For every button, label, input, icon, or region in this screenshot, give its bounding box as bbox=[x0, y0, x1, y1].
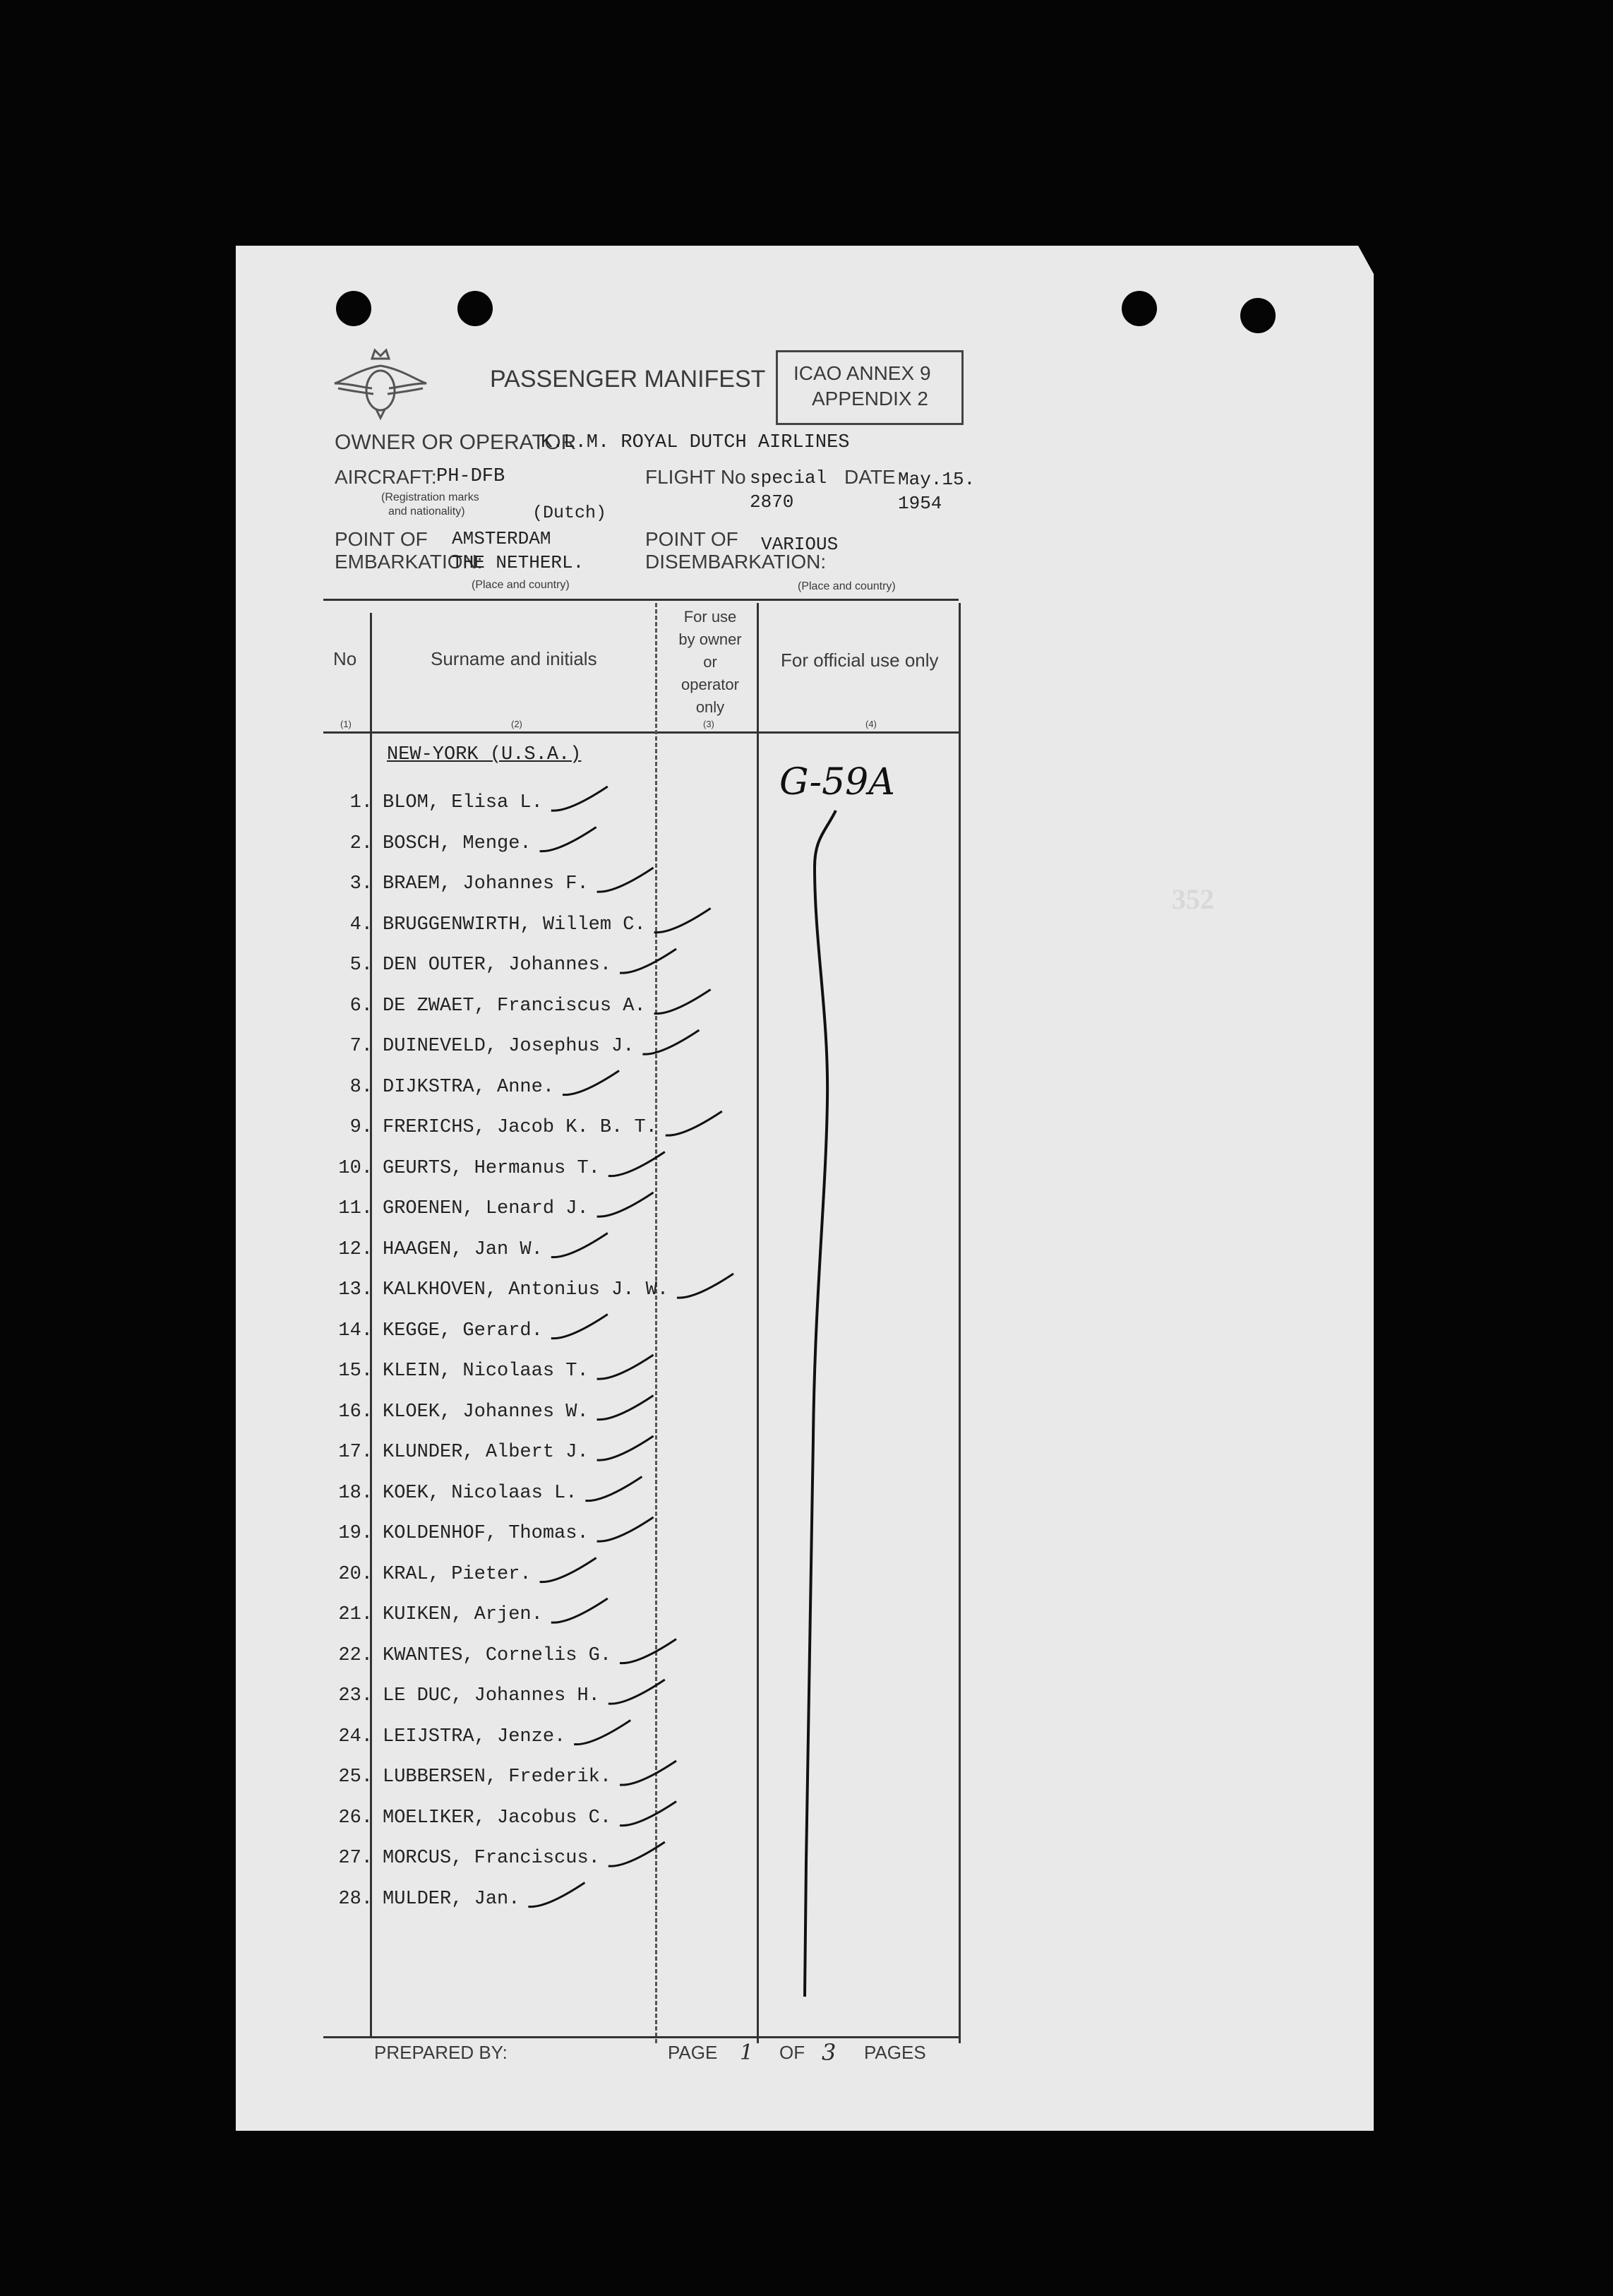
date-label: DATE bbox=[844, 466, 896, 488]
owner-label: OWNER OR OPERATOR bbox=[335, 431, 577, 454]
official-bracket-line bbox=[758, 803, 871, 2004]
passenger-name: GEURTS, Hermanus T. bbox=[383, 1157, 600, 1179]
disembarkation-label-2: DISEMBARKATION: bbox=[645, 551, 827, 573]
column-header-no: No bbox=[333, 648, 357, 669]
disembarkation-label-1: POINT OF bbox=[645, 528, 738, 550]
passenger-number: 17. bbox=[338, 1442, 373, 1463]
check-mark bbox=[666, 1111, 722, 1135]
embarkation-country: THE NETHERL. bbox=[452, 552, 584, 573]
check-mark bbox=[551, 1315, 608, 1339]
destination-heading: NEW-YORK (U.S.A.) bbox=[387, 744, 582, 765]
owner-use-line: operator bbox=[681, 676, 739, 693]
passenger-name: LEIJSTRA, Jenze. bbox=[383, 1726, 566, 1747]
owner-use-line: For use bbox=[683, 608, 737, 626]
passenger-number: 28. bbox=[338, 1888, 373, 1910]
passenger-number: 26. bbox=[338, 1807, 373, 1829]
passenger-number: 9. bbox=[349, 1117, 373, 1138]
check-mark bbox=[620, 949, 676, 973]
passenger-number: 18. bbox=[338, 1482, 373, 1504]
manifest-sheet bbox=[236, 246, 1374, 2131]
passenger-number: 1. bbox=[349, 792, 373, 813]
passenger-name: KEGGE, Gerard. bbox=[383, 1320, 543, 1341]
passenger-name: KLOEK, Johannes W. bbox=[383, 1401, 589, 1423]
flight-number: 2870 bbox=[750, 491, 794, 513]
passenger-number: 7. bbox=[349, 1036, 373, 1057]
punch-hole bbox=[1122, 291, 1157, 326]
disembarkation-note: (Place and country) bbox=[798, 580, 896, 592]
check-mark bbox=[597, 1436, 654, 1460]
check-mark bbox=[551, 787, 608, 811]
passenger-number: 4. bbox=[349, 914, 373, 935]
check-mark bbox=[677, 1274, 733, 1298]
check-mark bbox=[608, 1680, 665, 1704]
passenger-number: 27. bbox=[338, 1848, 373, 1869]
owner-value: K.L.M. ROYAL DUTCH AIRLINES bbox=[541, 432, 850, 453]
check-mark bbox=[608, 1152, 665, 1176]
check-mark bbox=[597, 1192, 654, 1216]
passenger-number: 24. bbox=[338, 1726, 373, 1747]
passenger-number: 2. bbox=[349, 832, 373, 854]
passenger-name: MULDER, Jan. bbox=[383, 1888, 520, 1910]
icao-line-1: ICAO ANNEX 9 bbox=[793, 362, 931, 384]
column-index: (4) bbox=[865, 719, 877, 729]
flight-value: special bbox=[750, 467, 827, 489]
prepared-by-label: PREPARED BY: bbox=[374, 2042, 508, 2063]
aircraft-label: AIRCRAFT: bbox=[335, 466, 437, 488]
passenger-name: DEN OUTER, Johannes. bbox=[383, 955, 612, 976]
check-mark bbox=[551, 1233, 608, 1257]
check-mark bbox=[620, 1802, 676, 1826]
passenger-name: FRERICHS, Jacob K. B. T. bbox=[383, 1117, 657, 1138]
passenger-number: 25. bbox=[338, 1766, 373, 1788]
passenger-number: 22. bbox=[338, 1644, 373, 1666]
passenger-number: 23. bbox=[338, 1685, 373, 1706]
passenger-name: DE ZWAET, Franciscus A. bbox=[383, 995, 646, 1017]
registration-note: (Registration marks bbox=[381, 491, 479, 503]
passenger-name: KOEK, Nicolaas L. bbox=[383, 1482, 577, 1504]
passenger-number: 19. bbox=[338, 1523, 373, 1544]
check-mark bbox=[642, 1030, 699, 1054]
passenger-name: DIJKSTRA, Anne. bbox=[383, 1076, 555, 1098]
passenger-number: 8. bbox=[349, 1076, 373, 1098]
passenger-name: HAAGEN, Jan W. bbox=[383, 1238, 543, 1260]
punch-hole bbox=[1240, 298, 1276, 333]
passenger-name: BLOM, Elisa L. bbox=[383, 792, 543, 813]
passenger-number: 3. bbox=[349, 873, 373, 895]
passenger-name: GROENEN, Lenard J. bbox=[383, 1198, 589, 1219]
check-mark bbox=[620, 1761, 676, 1785]
disembarkation-value: VARIOUS bbox=[761, 534, 839, 555]
passenger-number: 15. bbox=[338, 1361, 373, 1382]
total-pages: 3 bbox=[822, 2039, 837, 2066]
embarkation-label-2: EMBARKATION: bbox=[335, 551, 483, 573]
manifest-title: PASSENGER MANIFEST bbox=[490, 366, 766, 393]
check-mark bbox=[597, 1396, 654, 1420]
check-mark bbox=[574, 1721, 630, 1745]
passenger-name: KUIKEN, Arjen. bbox=[383, 1604, 543, 1625]
passenger-number: 16. bbox=[338, 1401, 373, 1423]
check-mark bbox=[654, 909, 711, 933]
check-mark bbox=[551, 1598, 608, 1622]
passenger-number: 21. bbox=[338, 1604, 373, 1625]
passenger-number: 12. bbox=[338, 1238, 373, 1260]
passenger-name: MOELIKER, Jacobus C. bbox=[383, 1807, 612, 1829]
footer-rule bbox=[323, 2036, 959, 2038]
official-note: G-59A bbox=[779, 761, 895, 803]
passenger-name: MORCUS, Franciscus. bbox=[383, 1848, 600, 1869]
check-mark bbox=[585, 1477, 642, 1501]
column-index: (3) bbox=[703, 719, 714, 729]
pages-label: PAGES bbox=[864, 2042, 926, 2063]
passenger-name: BRUGGENWIRTH, Willem C. bbox=[383, 914, 646, 935]
date-year: 1954 bbox=[898, 493, 942, 514]
passenger-name: KRAL, Pieter. bbox=[383, 1563, 532, 1585]
passenger-name: KALKHOVEN, Antonius J. W. bbox=[383, 1279, 669, 1301]
aircraft-value: PH-DFB bbox=[436, 466, 505, 487]
passenger-name: KLEIN, Nicolaas T. bbox=[383, 1361, 589, 1382]
embarkation-label-1: POINT OF bbox=[335, 528, 428, 550]
passenger-number: 5. bbox=[349, 955, 373, 976]
check-marks bbox=[236, 246, 1012, 2081]
registration-note-2: and nationality) bbox=[388, 506, 465, 518]
passenger-number: 13. bbox=[338, 1279, 373, 1301]
flight-label: FLIGHT No bbox=[645, 466, 746, 488]
of-label: OF bbox=[779, 2042, 805, 2063]
icao-line-2: APPENDIX 2 bbox=[812, 388, 928, 409]
passenger-name: DUINEVELD, Josephus J. bbox=[383, 1036, 635, 1057]
passenger-number: 20. bbox=[338, 1563, 373, 1585]
column-header-official: For official use only bbox=[781, 650, 939, 671]
margin-page-number: 352 bbox=[1172, 883, 1214, 915]
check-mark bbox=[654, 990, 711, 1014]
check-mark bbox=[597, 868, 654, 892]
torn-corner bbox=[1309, 246, 1374, 288]
owner-use-line: only bbox=[695, 698, 725, 716]
passenger-name: KWANTES, Cornelis G. bbox=[383, 1644, 612, 1666]
column-index: (2) bbox=[511, 719, 522, 729]
check-mark bbox=[597, 1517, 654, 1541]
page-number: 1 bbox=[740, 2040, 754, 2065]
column-header-name: Surname and initials bbox=[431, 648, 597, 669]
passenger-number: 14. bbox=[338, 1320, 373, 1341]
passenger-name: BRAEM, Johannes F. bbox=[383, 873, 589, 895]
owner-use-line: or bbox=[703, 653, 717, 671]
embarkation-city: AMSTERDAM bbox=[452, 528, 551, 549]
passenger-name: BOSCH, Menge. bbox=[383, 832, 532, 854]
passenger-number: 11. bbox=[338, 1198, 373, 1219]
check-mark bbox=[563, 1071, 619, 1095]
check-mark bbox=[597, 1355, 654, 1379]
owner-use-line: by owner bbox=[678, 630, 742, 648]
passenger-number: 10. bbox=[338, 1157, 373, 1179]
aircraft-nationality: (Dutch) bbox=[532, 503, 607, 523]
passenger-number: 6. bbox=[349, 995, 373, 1017]
passenger-name: LE DUC, Johannes H. bbox=[383, 1685, 600, 1706]
passenger-name: KLUNDER, Albert J. bbox=[383, 1442, 589, 1463]
check-mark bbox=[608, 1842, 665, 1866]
check-mark bbox=[540, 827, 596, 851]
passenger-name: KOLDENHOF, Thomas. bbox=[383, 1523, 589, 1544]
embarkation-note: (Place and country) bbox=[472, 579, 570, 591]
column-index: (1) bbox=[340, 719, 352, 729]
passenger-name: LUBBERSEN, Frederik. bbox=[383, 1766, 612, 1788]
date-value: May.15. bbox=[898, 469, 976, 490]
check-mark bbox=[528, 1883, 584, 1907]
check-mark bbox=[620, 1639, 676, 1663]
check-mark bbox=[540, 1558, 596, 1582]
page-label: PAGE bbox=[668, 2042, 718, 2063]
